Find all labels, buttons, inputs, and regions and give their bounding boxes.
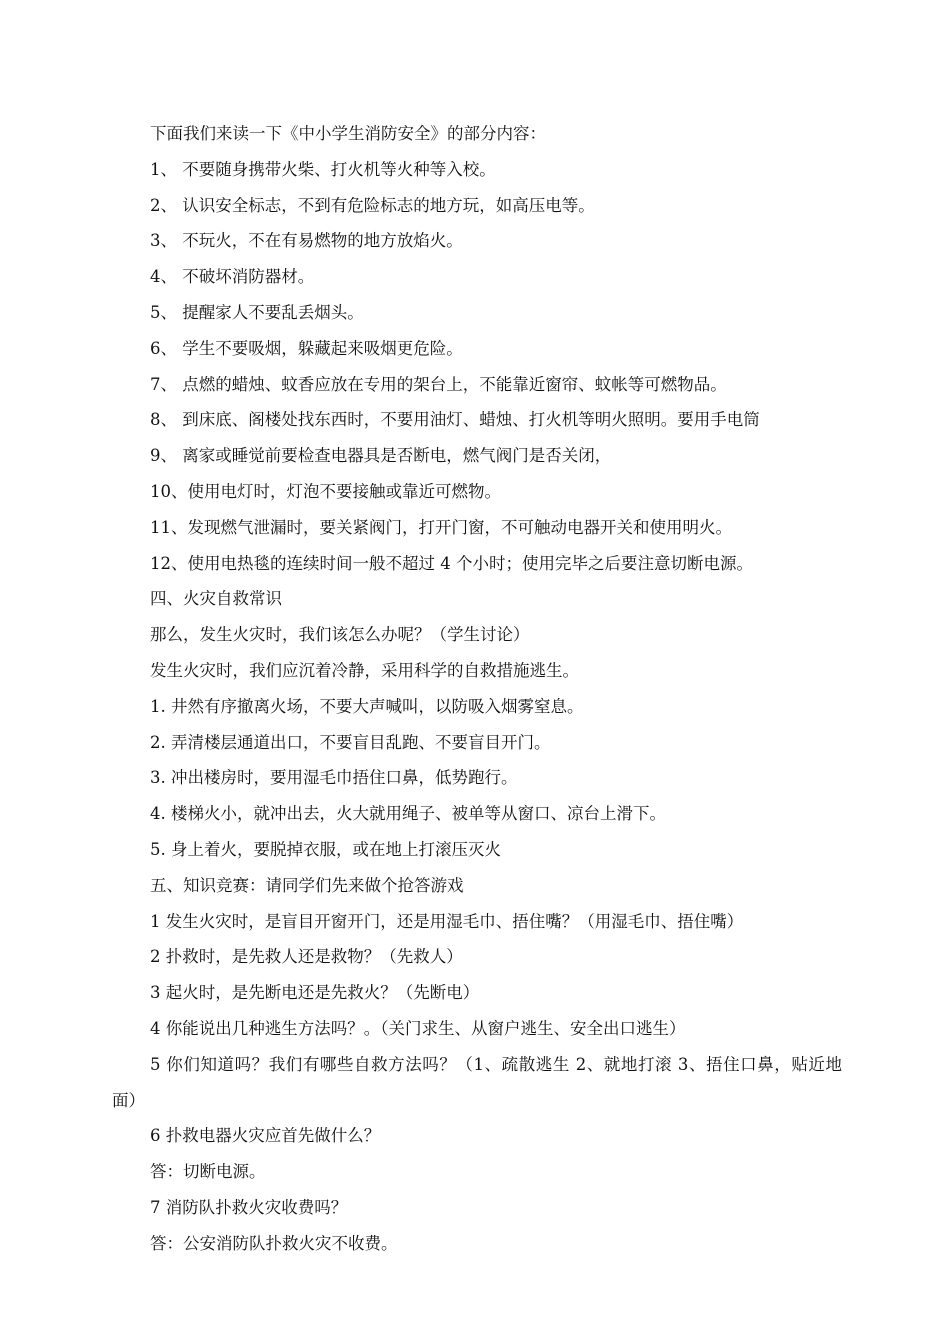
rule-item-2: 2、 认识安全标志，不到有危险标志的地方玩，如高压电等。: [150, 195, 595, 215]
quiz-item-1: 1 发生火灾时，是盲目开窗开门，还是用湿毛巾、捂住嘴？（用湿毛巾、捂住嘴）: [150, 911, 744, 931]
rule-item-12: 12、使用电热毯的连续时间一般不超过 4 个小时；使用完毕之后要注意切断电源。: [150, 553, 753, 573]
quiz-item-7: 7 消防队扑救火灾收费吗？: [150, 1197, 348, 1217]
quiz-item-6: 6 扑救电器火灾应首先做什么？: [150, 1126, 381, 1146]
document-body: [112, 116, 842, 1262]
rule-item-3: 3、 不玩火，不在有易燃物的地方放焰火。: [150, 231, 463, 251]
rule-item-6: 6、 学生不要吸烟，躲藏起来吸烟更危险。: [150, 338, 463, 358]
section-heading-4: 四、火灾自救常识: [150, 589, 282, 609]
rule-item-8: 8、 到床底、阁楼处找东西时，不要用油灯、蜡烛、打火机等明火照明。要用手电筒: [150, 410, 760, 430]
rule-item-5: 5、 提醒家人不要乱丢烟头。: [150, 302, 364, 322]
self-rescue-item-2: 2. 弄清楼层通道出口，不要盲目乱跑、不要盲目开门。: [150, 732, 551, 752]
discussion-question: 那么，发生火灾时，我们该怎么办呢？（学生讨论）: [150, 625, 530, 645]
rule-item-1: 1、 不要随身携带火柴、打火机等火种等入校。: [150, 159, 496, 179]
rule-item-10: 10、使用电灯时，灯泡不要接触或靠近可燃物。: [150, 481, 501, 501]
self-rescue-item-5: 5. 身上着火，要脱掉衣服，或在地上打滚压灭火: [150, 839, 501, 859]
intro-paragraph: 下面我们来读一下《中小学生消防安全》的部分内容：: [150, 124, 546, 143]
rule-item-9: 9、 离家或睡觉前要检查电器具是否断电，燃气阀门是否关闭，: [150, 446, 612, 466]
rule-item-7: 7、 点燃的蜡烛、蚊香应放在专用的架台上，不能靠近窗帘、蚊帐等可燃物品。: [150, 374, 727, 394]
quiz-item-2: 2 扑救时，是先救人还是救物？（先救人）: [150, 947, 463, 967]
quiz-answer-6: 答：切断电源。: [150, 1162, 266, 1182]
rule-item-4: 4、 不破坏消防器材。: [150, 267, 315, 287]
rule-item-11: 11、发现燃气泄漏时，要关紧阀门，打开门窗，不可触动电器开关和使用明火。: [150, 517, 732, 537]
self-rescue-intro: 发生火灾时，我们应沉着冷静，采用科学的自救措施逃生。: [150, 660, 579, 680]
self-rescue-item-4: 4. 楼梯火小，就冲出去，火大就用绳子、被单等从窗口、凉台上滑下。: [150, 804, 666, 824]
quiz-item-4: 4 你能说出几种逃生方法吗？。（关门求生、从窗户逃生、安全出口逃生）: [150, 1018, 686, 1038]
quiz-answer-7: 答：公安消防队扑救火灾不收费。: [150, 1233, 398, 1253]
self-rescue-item-3: 3. 冲出楼房时，要用湿毛巾捂住口鼻，低势跑行。: [150, 768, 518, 788]
section-heading-5: 五、知识竞赛：请同学们先来做个抢答游戏: [150, 875, 464, 895]
quiz-item-3: 3 起火时，是先断电还是先救火？（先断电）: [150, 983, 480, 1003]
quiz-item-5: 5 你们知道吗？我们有哪些自救方法吗？（1、疏散逃生 2、就地打滚 3、捂住口鼻，贴近地面）: [112, 1054, 842, 1110]
self-rescue-item-1: 1. 井然有序撤离火场，不要大声喊叫，以防吸入烟雾窒息。: [150, 696, 584, 716]
